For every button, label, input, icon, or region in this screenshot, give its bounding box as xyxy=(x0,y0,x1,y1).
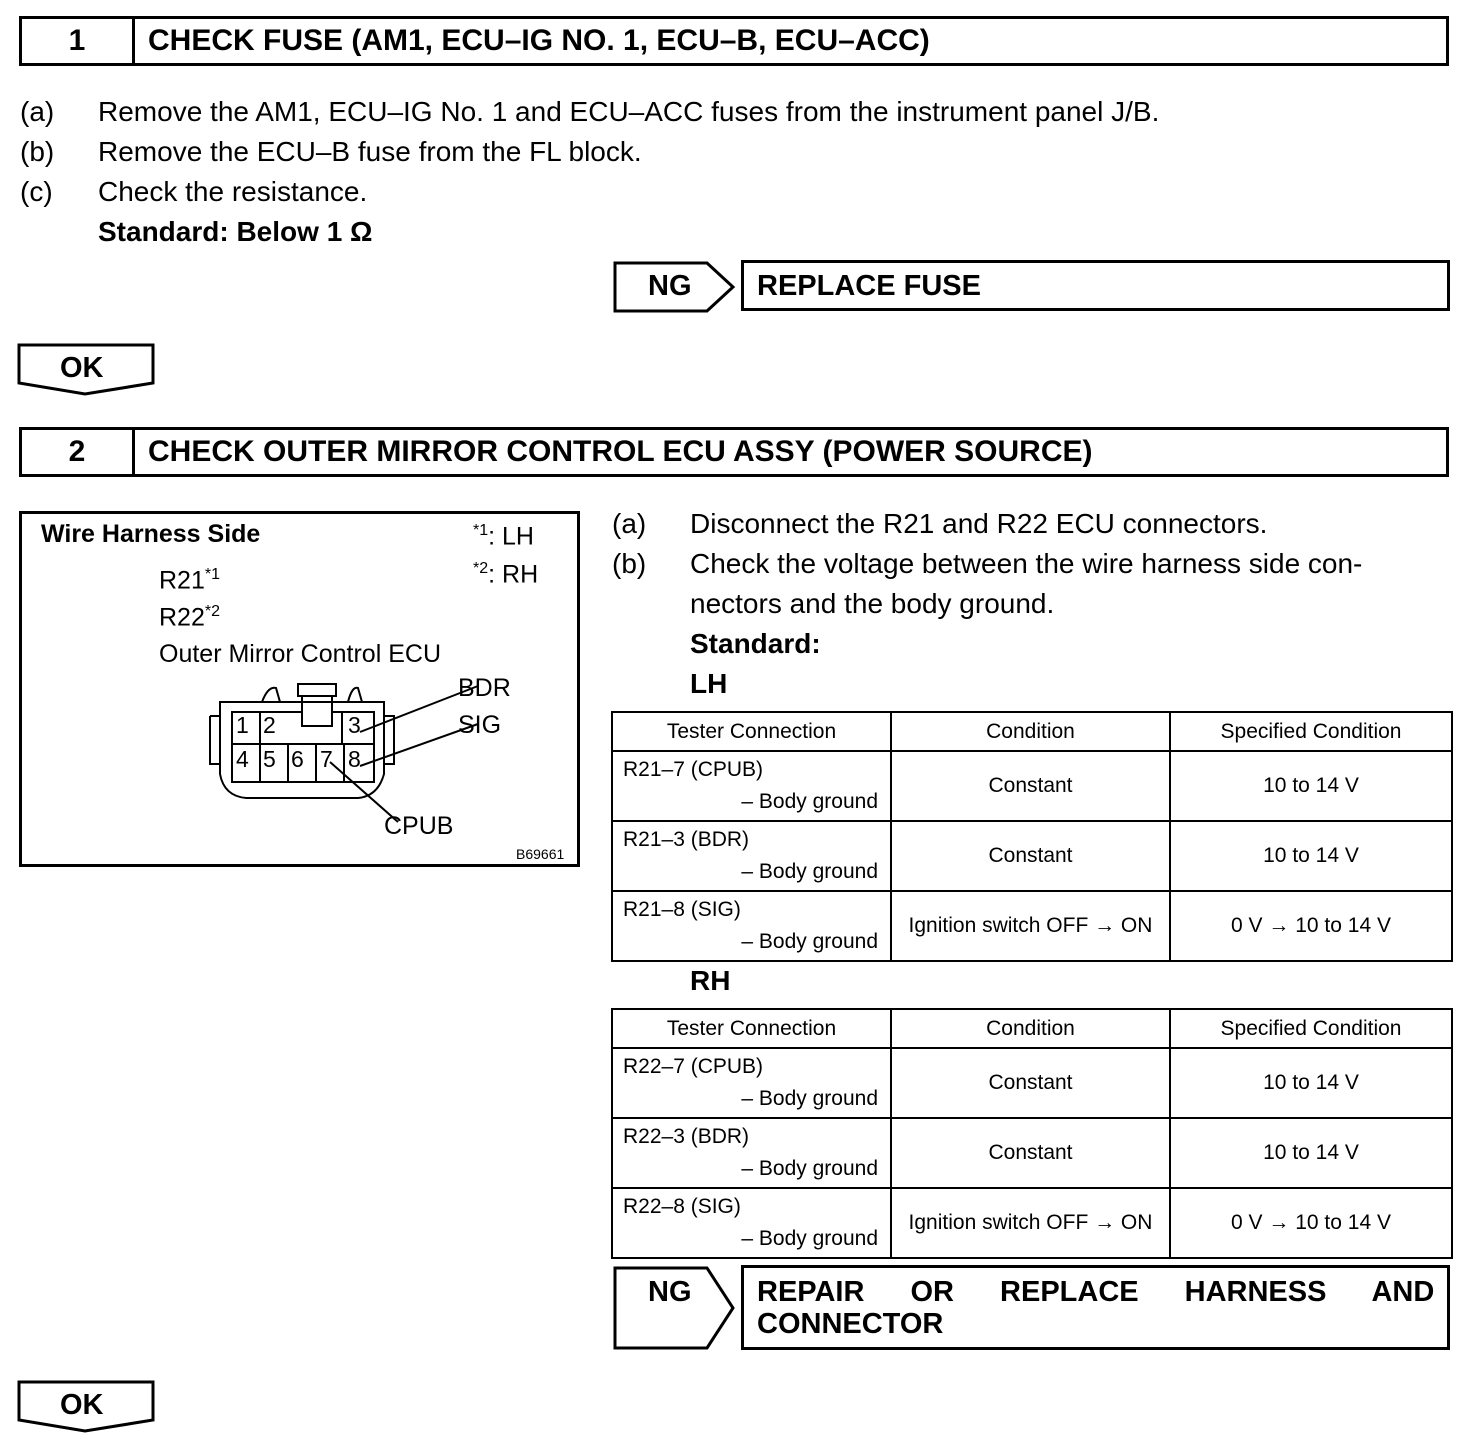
step2-number: 2 xyxy=(22,430,135,474)
pin-2: 2 xyxy=(263,712,276,738)
pin-1: 1 xyxy=(236,712,249,738)
step2-ng-action-line2: CONNECTOR xyxy=(757,1308,944,1340)
step1-ng-action: REPLACE FUSE xyxy=(757,270,981,302)
figure-connector-r21: R21$^{*1}$ xyxy=(159,566,220,595)
table-header-row xyxy=(612,1009,1452,1048)
step2-header xyxy=(19,427,1449,477)
figure-note-lh: $^{*1}$: LH xyxy=(473,522,534,551)
figure-code: B69661 xyxy=(516,846,565,862)
lh-spec-table xyxy=(611,711,1453,962)
pin-6: 6 xyxy=(291,746,304,772)
header-condition: Condition xyxy=(891,1009,1170,1048)
connector-figure xyxy=(19,511,580,867)
header-specified-condition: Specified Condition xyxy=(1170,1009,1452,1048)
pin-3: 3 xyxy=(348,712,361,738)
step2-ng-action-box xyxy=(741,1265,1450,1350)
figure-ecu-label: Outer Mirror Control ECU xyxy=(159,640,441,668)
step1-number: 1 xyxy=(22,19,135,63)
step1-ng-action-box xyxy=(741,260,1450,311)
header-specified-condition: Specified Condition xyxy=(1170,712,1452,751)
step1-ok-label: OK xyxy=(60,352,104,384)
callout-cpub: CPUB xyxy=(384,812,454,840)
callout-sig: SIG xyxy=(458,711,502,739)
table-row: R22–8 (SIG) – Body ground Ignition switch OFF → ON 0 V → 10 to 14 V xyxy=(612,1188,1452,1258)
figure-heading: Wire Harness Side xyxy=(41,520,261,548)
table-row: R21–3 (BDR) – Body ground Constant 10 to 14 V xyxy=(612,821,1452,891)
step1-title: CHECK FUSE (AM1, ECU–IG NO. 1, ECU–B, ECU–ACC) xyxy=(148,24,930,57)
pin-5: 5 xyxy=(263,746,276,772)
step2-instruction-b-cont: nectors and the body ground. xyxy=(690,588,1055,619)
pin-7: 7 xyxy=(320,746,333,772)
step1-standard: Standard: Below 1 Ω xyxy=(98,216,373,247)
rh-title: RH xyxy=(690,965,731,996)
step2-standard-label: Standard: xyxy=(690,628,821,659)
table-row: R21–8 (SIG) – Body ground Ignition switch OFF → ON 0 V → 10 to 14 V xyxy=(612,891,1452,961)
table-row: R21–7 (CPUB) – Body ground Constant 10 to 14 V xyxy=(612,751,1452,821)
callout-bdr: BDR xyxy=(458,674,511,702)
step2-ng-label: NG xyxy=(648,1276,692,1308)
step2-title: CHECK OUTER MIRROR CONTROL ECU ASSY (POWER SOURCE) xyxy=(148,435,1093,468)
figure-note-rh: $^{*2}$: RH xyxy=(473,560,539,589)
pin-4: 4 xyxy=(236,746,249,772)
table-row: R22–3 (BDR) – Body ground Constant 10 to 14 V xyxy=(612,1118,1452,1188)
header-tester-connection: Tester Connection xyxy=(612,712,891,751)
rh-spec-table xyxy=(611,1008,1453,1259)
step2-ok-label: OK xyxy=(60,1389,104,1421)
step1-ng-label: NG xyxy=(648,270,692,302)
header-tester-connection: Tester Connection xyxy=(612,1009,891,1048)
table-row: R22–7 (CPUB) – Body ground Constant 10 to 14 V xyxy=(612,1048,1452,1118)
header-condition: Condition xyxy=(891,712,1170,751)
lh-title: LH xyxy=(690,668,728,699)
step2-ng-action-line1: REPAIR OR REPLACE HARNESS AND xyxy=(757,1276,1435,1308)
pin-8: 8 xyxy=(348,746,361,772)
figure-connector-r22: R22$^{*2}$ xyxy=(159,603,220,632)
step1-header xyxy=(19,16,1449,66)
table-header-row xyxy=(612,712,1452,751)
